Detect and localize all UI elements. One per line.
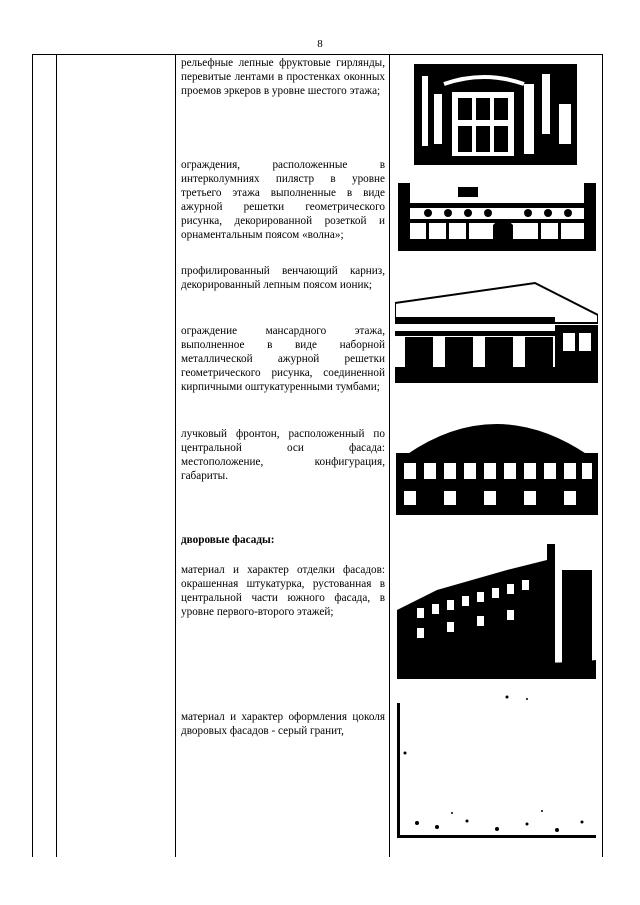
- photo-cornice-mansard: [395, 275, 598, 383]
- photo-bay-window: [414, 64, 577, 165]
- page-number: 8: [317, 38, 323, 50]
- photo-courtyard-facade: [397, 530, 596, 679]
- table-top-border: [32, 54, 602, 55]
- section-heading-courtyard-facades: дворовые фасады:: [181, 534, 275, 546]
- item-plinth-granite: материал и характер оформления цоколя дворовых фасадов - серый гранит,: [181, 711, 385, 737]
- item-fruit-garlands: рельефные лепные фруктовые гирлянды, перевитые лентами в простенках оконных проемов эркеров в уровне шестого этажа;: [181, 57, 385, 97]
- item-crowning-cornice: профилированный венчающий карниз, декорированный лепным поясом ионик;: [181, 265, 385, 291]
- photo-fence-rosette: [398, 183, 596, 251]
- item-arched-pediment: лучковый фронтон, расположенный по центральной оси фасада: местоположение, конфигурация, габариты.: [181, 428, 385, 482]
- table-column-divider-3: [389, 54, 390, 857]
- photo-plinth: [397, 693, 596, 838]
- photo-arched-pediment: [396, 403, 598, 515]
- item-mansard-fence: ограждение мансардного этажа, выполненное в виде наборной металлической ажурной решетки геометрического рисунка, соединенной кирпичными оштукатуренными тумбами;: [181, 325, 385, 393]
- table-column-divider-1: [56, 54, 57, 857]
- table-border-left: [32, 54, 33, 857]
- table-column-divider-2: [175, 54, 176, 857]
- item-fences-third-floor: ограждения, расположенные в интерколумниях пилястр в уровне третьего этажа выполненные в виде ажурной решетки геометрического рисунка, декорированной розеткой и орнаментальным поясом «волна»;: [181, 159, 385, 241]
- item-facade-finish: материал и характер отделки фасадов: окрашенная штукатурка, рустованная в центральной части южного фасада, в уровне первого-второго этажей;: [181, 564, 385, 618]
- table-border-right: [602, 54, 603, 857]
